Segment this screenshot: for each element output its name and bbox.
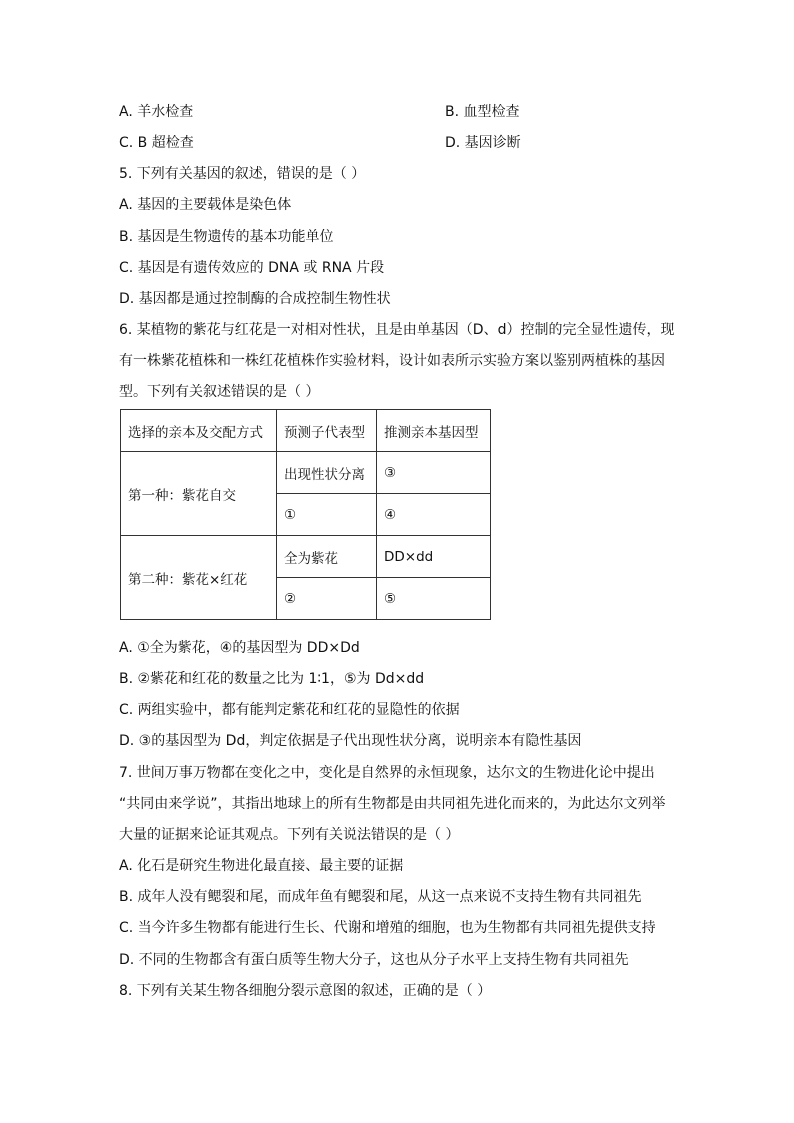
q5-option-c: C. 基因是有遗传效应的 DNA 或 RNA 片段 [119,260,385,276]
q7-option-c: C. 当今许多生物都有能进行生长、代谢和增殖的细胞，也为生物都有共同祖先提供支持 [119,920,656,936]
q4-option-d: D. 基因诊断 [445,135,521,151]
q7-option-b: B. 成年人没有鳃裂和尾，而成年鱼有鳃裂和尾，从这一点来说不支持生物有共同祖先 [119,889,642,905]
q6-option-a: A. ①全为紫花，④的基因型为 DD×Dd [119,640,360,656]
q5-option-b: B. 基因是生物遗传的基本功能单位 [119,229,334,245]
table-row [121,536,491,578]
q6-option-d: D. ③的基因型为 Dd，判定依据是子代出现性状分离，说明亲本有隐性基因 [119,733,582,749]
table-cell: 出现性状分离 [277,452,377,494]
q4-option-c: C. B 超检查 [119,135,194,151]
table-header-cell: 推测亲本基因型 [377,410,491,452]
group1-label: 第一种：紫花自交 [121,452,277,536]
q5-option-d: D. 基因都是通过控制酶的合成控制生物性状 [119,291,391,307]
q6-stem-line1: 6. 某植物的紫花与红花是一对相对性状，且是由单基因（D、d）控制的完全显性遗传，现 [119,322,675,338]
experiment-table [120,409,491,620]
table-cell: ④ [377,494,491,536]
table-header-row [121,410,491,452]
table-cell: 全为紫花 [277,536,377,578]
table-cell: ② [277,578,377,620]
table-cell: ⑤ [377,578,491,620]
q6-stem-line2: 有一株紫花植株和一株红花植株作实验材料，设计如表所示实验方案以鉴别两植株的基因 [119,353,665,369]
q7-stem-line3: 大量的证据来论证其观点。下列有关说法错误的是（ ） [119,827,460,843]
q7-option-a: A. 化石是研究生物进化最直接、最主要的证据 [119,858,404,874]
q7-option-d: D. 不同的生物都含有蛋白质等生物大分子，这也从分子水平上支持生物有共同祖先 [119,952,629,968]
table-cell: ③ [377,452,491,494]
q6-option-b: B. ②紫花和红花的数量之比为 1∶1，⑤为 Dd×dd [119,671,425,687]
q4-option-a: A. 羊水检查 [119,104,194,120]
table-cell: ① [277,494,377,536]
q6-stem-line3: 型。下列有关叙述错误的是（ ） [119,384,320,400]
q5-option-a: A. 基因的主要载体是染色体 [119,197,292,213]
q6-option-c: C. 两组实验中，都有能判定紫花和红花的显隐性的依据 [119,702,460,718]
table-header-cell: 预测子代表型 [277,410,377,452]
q7-stem-line1: 7. 世间万事万物都在变化之中，变化是自然界的永恒现象，达尔文的生物进化论中提出 [119,765,655,781]
q4-option-b: B. 血型检查 [445,104,520,120]
q5-stem: 5. 下列有关基因的叙述，错误的是（ ） [119,166,366,182]
q8-stem: 8. 下列有关某生物各细胞分裂示意图的叙述，正确的是（ ） [119,983,492,999]
table-cell: DD×dd [377,536,491,578]
group2-label: 第二种：紫花×红花 [121,536,277,620]
table-row [121,452,491,494]
table-header-cell: 选择的亲本及交配方式 [121,410,277,452]
q7-stem-line2: “共同由来学说”，其指出地球上的所有生物都是由共同祖先进化而来的，为此达尔文列举 [119,796,666,812]
